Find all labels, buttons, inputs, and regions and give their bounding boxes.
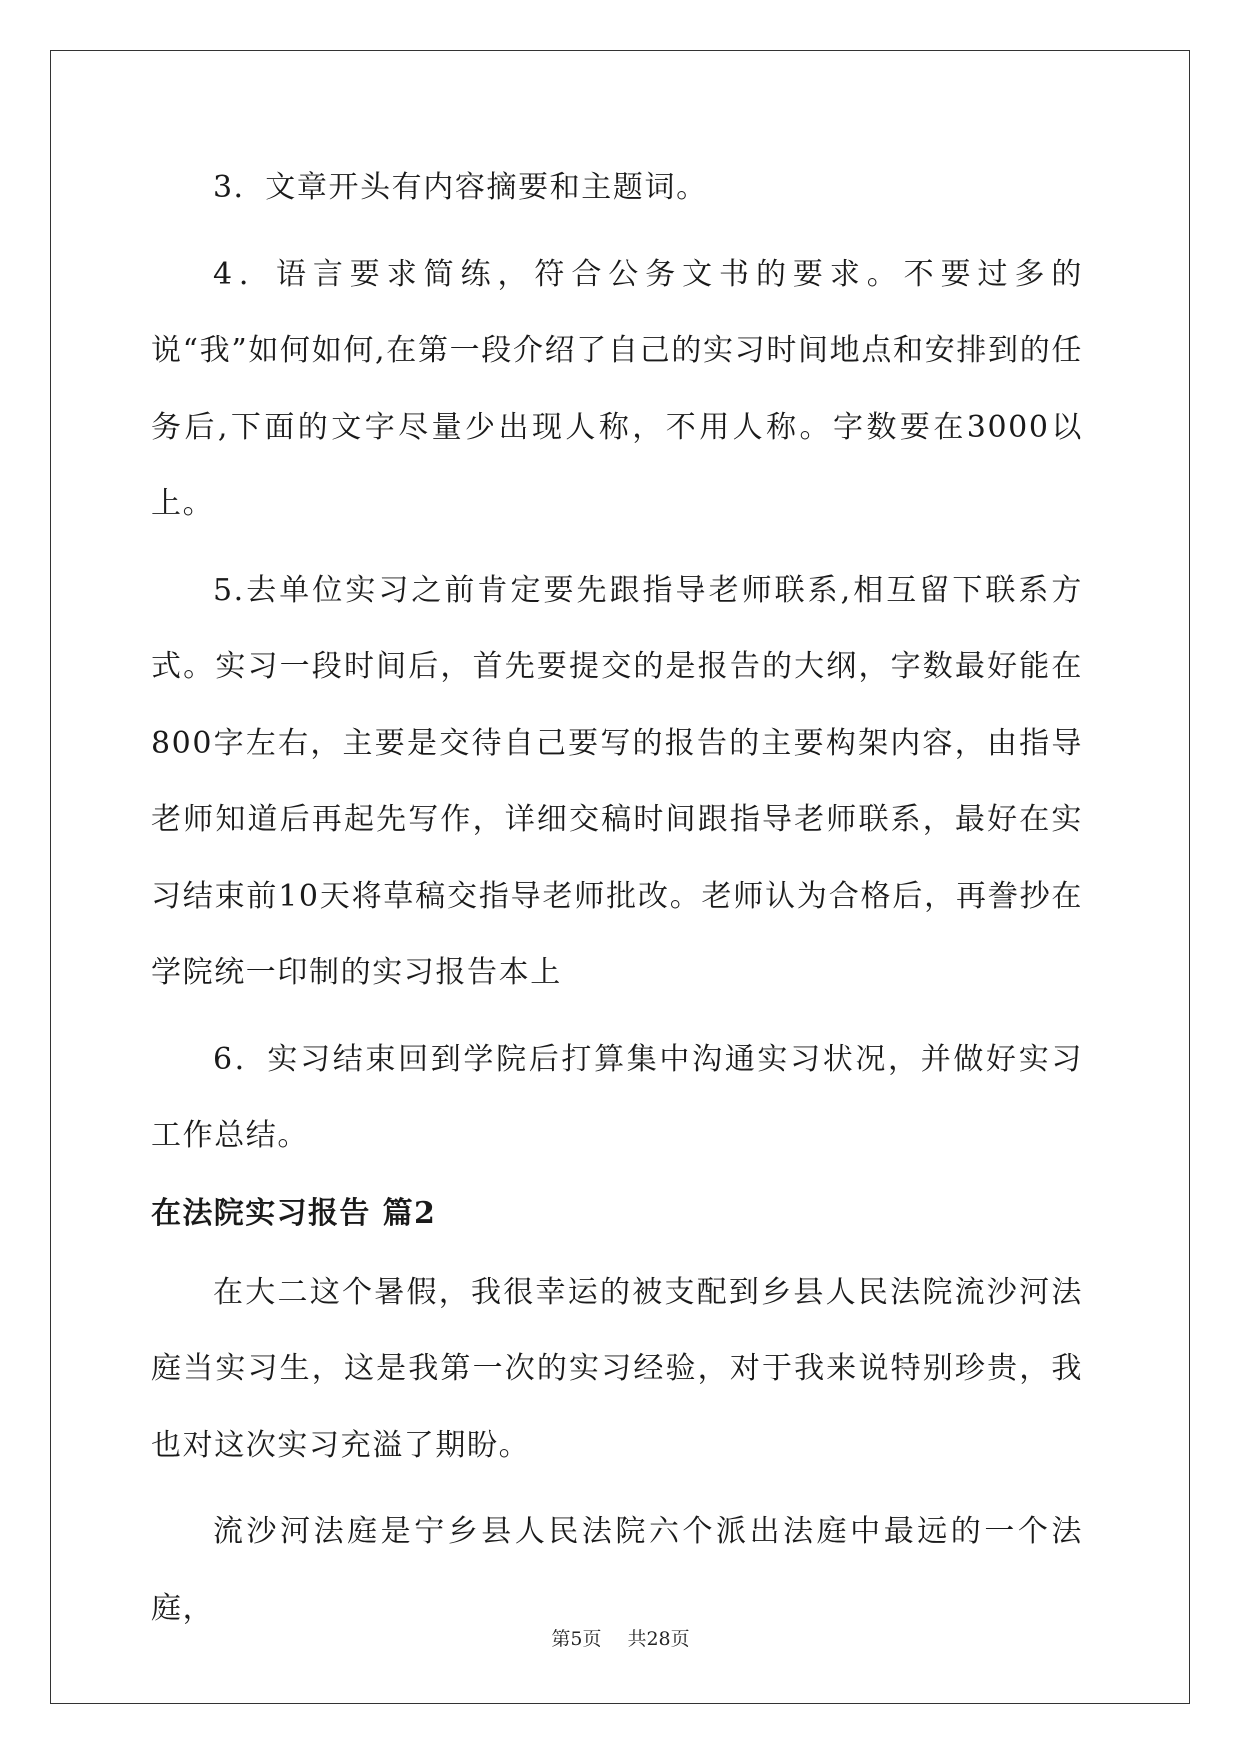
page-number: 第5页 <box>551 1628 602 1650</box>
document-body <box>151 150 1083 1657</box>
paragraph-item-3: 3．文章开头有内容摘要和主题词。 <box>213 170 708 205</box>
section-paragraph-1: 在大二这个暑假，我很幸运的被支配到乡县人民法院流沙河法庭当实习生，这是我第一次的实习经验，对于我来说特别珍贵，我也对这次实习充溢了期盼。 <box>151 1274 1083 1463</box>
page-total: 共28页 <box>627 1628 690 1650</box>
paragraph-item-6: 6．实习结束回到学院后打算集中沟通实习状况，并做好实习工作总结。 <box>151 1041 1083 1153</box>
paragraph-item-5: 5.去单位实习之前肯定要先跟指导老师联系,相互留下联系方式。实习一段时间后，首先要提交的是报告的大纲，字数最好能在800字左右，主要是交待自己要写的报告的主要构架内容，由指导老师知道后再起先写作，详细交稿时间跟指导老师联系，最好在实习结束前10天将草稿交指导老师批改。老师认为合格后，再誊抄在学院统一印制的实习报告本上 <box>151 572 1083 990</box>
section-heading: 在法院实习报告 篇2 <box>151 1195 437 1231</box>
section-paragraph-2: 流沙河法庭是宁乡县人民法院六个派出法庭中最远的一个法庭， <box>151 1514 1083 1626</box>
paragraph-item-4: 4．语言要求简练，符合公务文书的要求。不要过多的说“我”如何如何,在第一段介绍了自己的实习时间地点和安排到的任务后,下面的文字尽量少出现人称，不用人称。字数要在3000以上。 <box>151 256 1083 521</box>
page-footer <box>0 1624 1241 1651</box>
